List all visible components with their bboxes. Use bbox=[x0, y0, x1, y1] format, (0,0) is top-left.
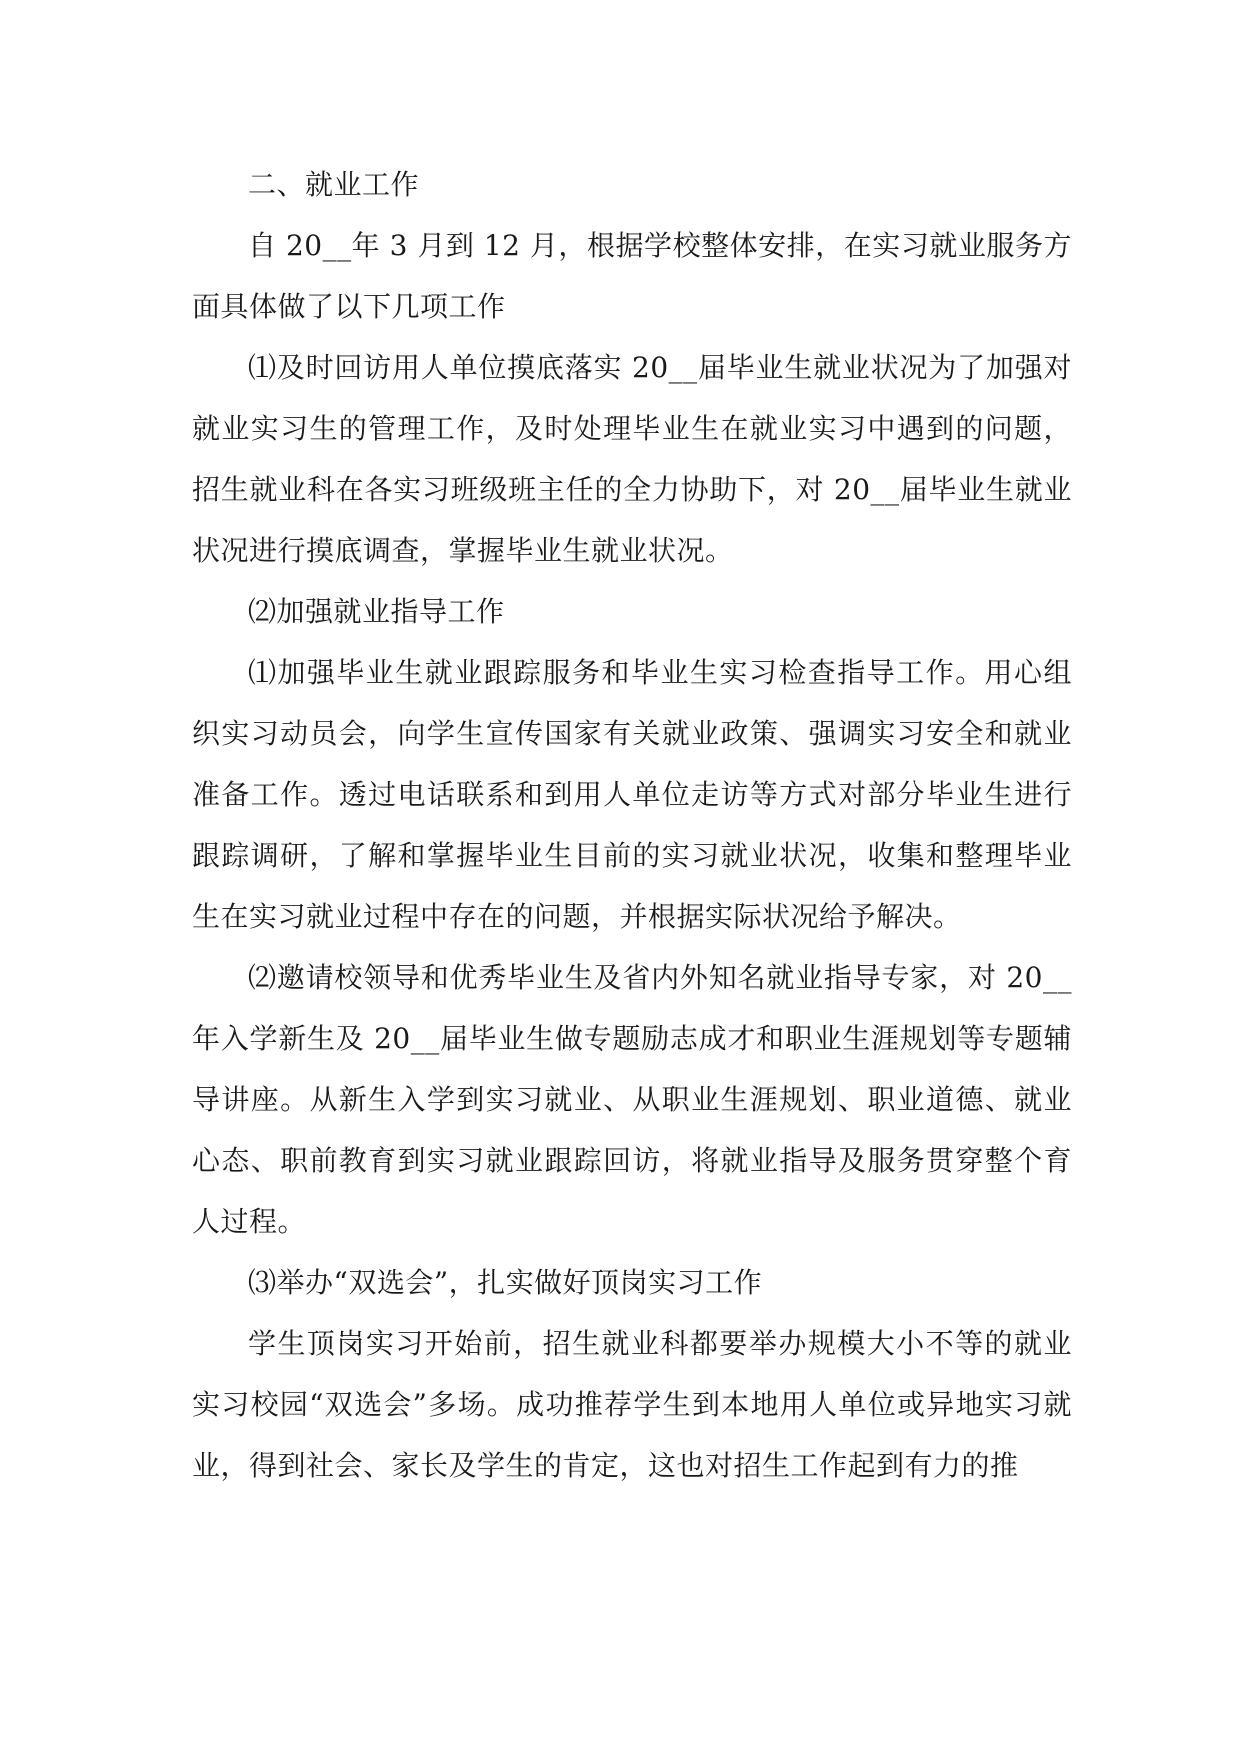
subheading-employment-guidance: ⑵加强就业指导工作 bbox=[248, 595, 505, 628]
paragraph-tracking-service: ⑴加强毕业生就业跟踪服务和毕业生实习检查指导工作。用心组织实习动员会，向学生宣传国家有关就业政策、强调实习安全和就业准备工作。透过电话联系和到用人单位走访等方式对部分毕业生进行跟踪调研，了解和掌握毕业生目前的实习就业状况，收集和整理毕业生在实习就业过程中存在的问题，并根据实际状况给予解决。 bbox=[192, 656, 1072, 933]
paragraph-followup-survey: ⑴及时回访用人单位摸底落实 20__届毕业生就业状况为了加强对就业实习生的管理工作，及时处理毕业生在就业实习中遇到的问题，招生就业科在各实习班级班主任的全力协助下，对 20__届毕业生就业状况进行摸底调查，掌握毕业生就业状况。 bbox=[192, 351, 1072, 567]
paragraph-job-fair: 学生顶岗实习开始前，招生就业科都要举办规模大小不等的就业实习校园“双选会”多场。成功推荐学生到本地用人单位或异地实习就业，得到社会、家长及学生的肯定，这也对招生工作起到有力的推 bbox=[192, 1327, 1072, 1482]
paragraph-lectures: ⑵邀请校领导和优秀毕业生及省内外知名就业指导专家，对 20__年入学新生及 20__届毕业生做专题励志成才和职业生涯规划等专题辅导讲座。从新生入学到实习就业、从职业生涯规划、职业道德、就业心态、职前教育到实习就业跟踪回访，将就业指导及服务贯穿整个育人过程。 bbox=[192, 961, 1072, 1238]
document-body bbox=[192, 154, 1072, 1496]
intro-paragraph: 自 20__年 3 月到 12 月，根据学校整体安排，在实习就业服务方面具体做了以下几项工作 bbox=[192, 229, 1072, 323]
section-heading: 二、就业工作 bbox=[248, 168, 420, 201]
subheading-job-fair: ⑶举办“双选会”，扎实做好顶岗实习工作 bbox=[248, 1266, 763, 1299]
